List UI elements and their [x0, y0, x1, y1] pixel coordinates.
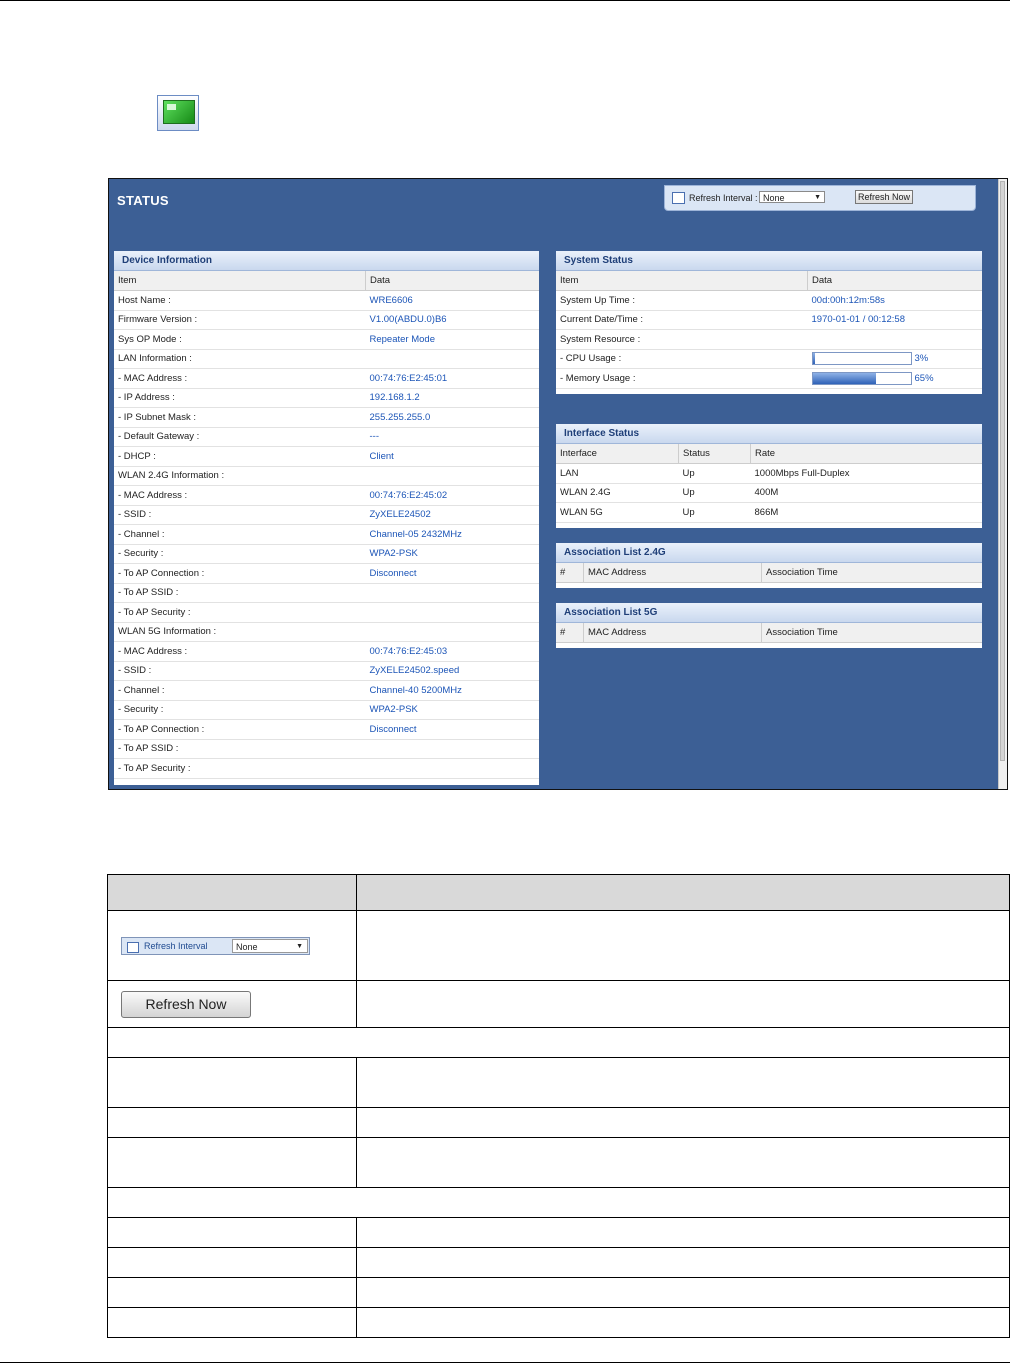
label-cell [108, 1308, 357, 1338]
label-cell [108, 1248, 357, 1278]
column-header-rate: Rate [751, 444, 983, 464]
refresh-now-cell [108, 981, 357, 1028]
description-cell [357, 1248, 1010, 1278]
row-data: 00:74:76:E2:45:03 [366, 642, 540, 662]
cpu-usage-percent: 3% [914, 353, 929, 365]
description-cell [357, 1138, 1010, 1188]
column-header-association-time: Association Time [762, 563, 983, 583]
description-cell [357, 981, 1010, 1028]
row-item: Firmware Version : [114, 310, 366, 330]
row-data [366, 603, 540, 623]
table-row [108, 981, 1010, 1028]
refresh-interval-select[interactable] [759, 191, 825, 203]
refresh-interval-value: None [236, 941, 258, 952]
interface-name: LAN [556, 464, 679, 484]
system-resource-value [808, 330, 983, 350]
row-data: Channel-40 5200MHz [366, 681, 540, 701]
column-header-association-time: Association Time [762, 623, 983, 643]
interface-name: WLAN 2.4G [556, 483, 679, 503]
refresh-now-button[interactable]: Refresh Now [855, 190, 913, 204]
column-header-number: # [556, 623, 584, 643]
row-item: - Default Gateway : [114, 427, 366, 447]
row-data [366, 759, 540, 779]
field-description-table [107, 874, 1010, 1338]
interface-status: Up [679, 464, 751, 484]
row-item: - SSID : [114, 661, 366, 681]
row-data: 255.255.255.0 [366, 408, 540, 428]
table-row [108, 1058, 1010, 1108]
refresh-interval-icon [127, 942, 139, 953]
row-data [366, 349, 540, 369]
memory-usage-bar [812, 372, 912, 385]
row-item: System Up Time : [556, 291, 808, 311]
dropdown-arrow-icon: ▼ [296, 942, 303, 950]
dropdown-arrow-icon: ▼ [814, 194, 821, 201]
column-header-status: Status [679, 444, 751, 464]
cpu-usage-label: - CPU Usage : [556, 349, 808, 369]
interface-status-panel [556, 424, 982, 528]
table-row [114, 564, 539, 584]
table-row [114, 700, 539, 720]
table-row [108, 1308, 1010, 1338]
refresh-interval-label: Refresh Interval [144, 940, 208, 951]
table-row [114, 466, 539, 486]
row-item: - IP Subnet Mask : [114, 408, 366, 428]
table-row [114, 525, 539, 545]
row-data: Disconnect [366, 720, 540, 740]
row-item: - To AP Connection : [114, 564, 366, 584]
section-row [108, 1188, 1010, 1218]
table-row [114, 349, 539, 369]
row-item: - To AP Security : [114, 603, 366, 623]
row-item: Current Date/Time : [556, 310, 808, 330]
table-row [108, 1138, 1010, 1188]
row-data: WPA2-PSK [366, 700, 540, 720]
system-status-title: System Status [556, 251, 982, 271]
table-row [114, 739, 539, 759]
row-data [366, 466, 540, 486]
table-row [556, 310, 982, 330]
system-status-table [556, 271, 982, 389]
row-data: Disconnect [366, 564, 540, 584]
table-row [108, 1278, 1010, 1308]
table-row [114, 310, 539, 330]
table-row [114, 661, 539, 681]
memory-usage-cell [808, 369, 983, 389]
association-list-24g-panel [556, 543, 982, 588]
memory-usage-percent: 65% [914, 372, 934, 384]
interface-status-table [556, 444, 982, 523]
label-cell [108, 1108, 357, 1138]
row-item: - Channel : [114, 525, 366, 545]
row-item: System Resource : [556, 330, 808, 350]
table-row [556, 503, 982, 523]
table-row [114, 583, 539, 603]
cpu-usage-cell [808, 349, 983, 369]
status-screen-icon[interactable] [157, 95, 199, 131]
device-information-title: Device Information [114, 251, 539, 271]
row-item: - MAC Address : [114, 369, 366, 389]
memory-usage-bar-fill [813, 373, 877, 384]
row-item: - To AP Connection : [114, 720, 366, 740]
association-list-5g-panel [556, 603, 982, 648]
system-up-time: 00d:00h:12m:58s [808, 291, 983, 311]
row-item: - Security : [114, 544, 366, 564]
description-cell [357, 911, 1010, 981]
table-row [114, 408, 539, 428]
refresh-interval-select[interactable] [232, 939, 308, 953]
row-data [366, 622, 540, 642]
interface-status-title: Interface Status [556, 424, 982, 444]
association-list-24g-title: Association List 2.4G [556, 543, 982, 563]
table-row [114, 291, 539, 311]
label-cell [108, 1138, 357, 1188]
table-row [108, 1248, 1010, 1278]
table-row [108, 911, 1010, 981]
row-data: 00:74:76:E2:45:01 [366, 369, 540, 389]
table-row [114, 369, 539, 389]
table-row [114, 388, 539, 408]
interface-rate: 1000Mbps Full-Duplex [751, 464, 983, 484]
table-row [114, 486, 539, 506]
column-header-number: # [556, 563, 584, 583]
row-item: WLAN 2.4G Information : [114, 466, 366, 486]
current-date-time: 1970-01-01 / 00:12:58 [808, 310, 983, 330]
top-rule [0, 0, 1010, 1]
table-row [114, 544, 539, 564]
description-cell [357, 1278, 1010, 1308]
table-row [108, 1108, 1010, 1138]
row-item: Sys OP Mode : [114, 330, 366, 350]
column-header-mac-address: MAC Address [584, 563, 762, 583]
table-row [114, 330, 539, 350]
table-row [114, 427, 539, 447]
interface-status: Up [679, 503, 751, 523]
row-item: - MAC Address : [114, 642, 366, 662]
table-row [556, 464, 982, 484]
scrollbar-thumb[interactable] [1000, 181, 1005, 761]
interface-rate: 866M [751, 503, 983, 523]
row-data: WRE6606 [366, 291, 540, 311]
table-row [556, 483, 982, 503]
row-item: - IP Address : [114, 388, 366, 408]
description-cell [357, 1108, 1010, 1138]
interface-rate: 400M [751, 483, 983, 503]
row-data [366, 739, 540, 759]
table-row [114, 505, 539, 525]
row-data: Channel-05 2432MHz [366, 525, 540, 545]
refresh-interval-value: None [763, 193, 785, 203]
device-information-panel [114, 251, 539, 785]
refresh-interval-control[interactable] [121, 937, 310, 955]
column-header-data: Data [808, 271, 983, 291]
refresh-interval-label: Refresh Interval : [689, 193, 758, 203]
row-item: - MAC Address : [114, 486, 366, 506]
section-cell [108, 1028, 1010, 1058]
association-list-5g-title: Association List 5G [556, 603, 982, 623]
description-cell [357, 1308, 1010, 1338]
table-row [114, 603, 539, 623]
table-row [556, 349, 982, 369]
column-header-item: Item [114, 271, 366, 291]
table-row [556, 330, 982, 350]
column-header-interface: Interface [556, 444, 679, 464]
vertical-scrollbar[interactable] [998, 179, 1007, 789]
table-row [556, 369, 982, 389]
system-status-panel [556, 251, 982, 394]
memory-usage-label: - Memory Usage : [556, 369, 808, 389]
row-data: 00:74:76:E2:45:02 [366, 486, 540, 506]
table-row [114, 759, 539, 779]
row-data [366, 583, 540, 603]
cpu-usage-bar-fill [813, 353, 816, 364]
column-header-data: Data [366, 271, 540, 291]
page-title: STATUS [117, 193, 169, 208]
table-row [114, 720, 539, 740]
row-item: - DHCP : [114, 447, 366, 467]
row-item: - Channel : [114, 681, 366, 701]
table-header-row [108, 875, 1010, 911]
row-data: ZyXELE24502.speed [366, 661, 540, 681]
description-cell [357, 1058, 1010, 1108]
refresh-interval-icon [672, 192, 685, 204]
table-row [556, 291, 982, 311]
table-row [114, 447, 539, 467]
column-header-description [357, 875, 1010, 911]
row-item: - Security : [114, 700, 366, 720]
association-list-5g-table [556, 623, 982, 643]
label-cell [108, 1278, 357, 1308]
row-item: LAN Information : [114, 349, 366, 369]
column-header-mac-address: MAC Address [584, 623, 762, 643]
row-item: WLAN 5G Information : [114, 622, 366, 642]
refresh-now-button[interactable]: Refresh Now [121, 991, 251, 1018]
section-row [108, 1028, 1010, 1058]
row-data: Repeater Mode [366, 330, 540, 350]
row-item: - To AP SSID : [114, 583, 366, 603]
device-information-table [114, 271, 539, 779]
table-row [114, 622, 539, 642]
interface-status: Up [679, 483, 751, 503]
interface-name: WLAN 5G [556, 503, 679, 523]
column-header-item: Item [556, 271, 808, 291]
row-item: Host Name : [114, 291, 366, 311]
column-header-label [108, 875, 357, 911]
cpu-usage-bar [812, 352, 912, 365]
association-list-24g-table [556, 563, 982, 583]
description-cell [357, 1218, 1010, 1248]
row-data: V1.00(ABDU.0)B6 [366, 310, 540, 330]
section-cell [108, 1188, 1010, 1218]
label-cell [108, 1218, 357, 1248]
table-row [108, 1218, 1010, 1248]
row-data: ZyXELE24502 [366, 505, 540, 525]
table-row [114, 642, 539, 662]
row-data: --- [366, 427, 540, 447]
row-data: Client [366, 447, 540, 467]
row-item: - To AP SSID : [114, 739, 366, 759]
refresh-toolbar [664, 185, 976, 211]
row-item: - To AP Security : [114, 759, 366, 779]
row-data: 192.168.1.2 [366, 388, 540, 408]
refresh-interval-cell [108, 911, 357, 981]
label-cell [108, 1058, 357, 1108]
bottom-rule [0, 1362, 1010, 1363]
row-item: - SSID : [114, 505, 366, 525]
status-screen [108, 178, 1008, 790]
table-row [114, 681, 539, 701]
row-data: WPA2-PSK [366, 544, 540, 564]
